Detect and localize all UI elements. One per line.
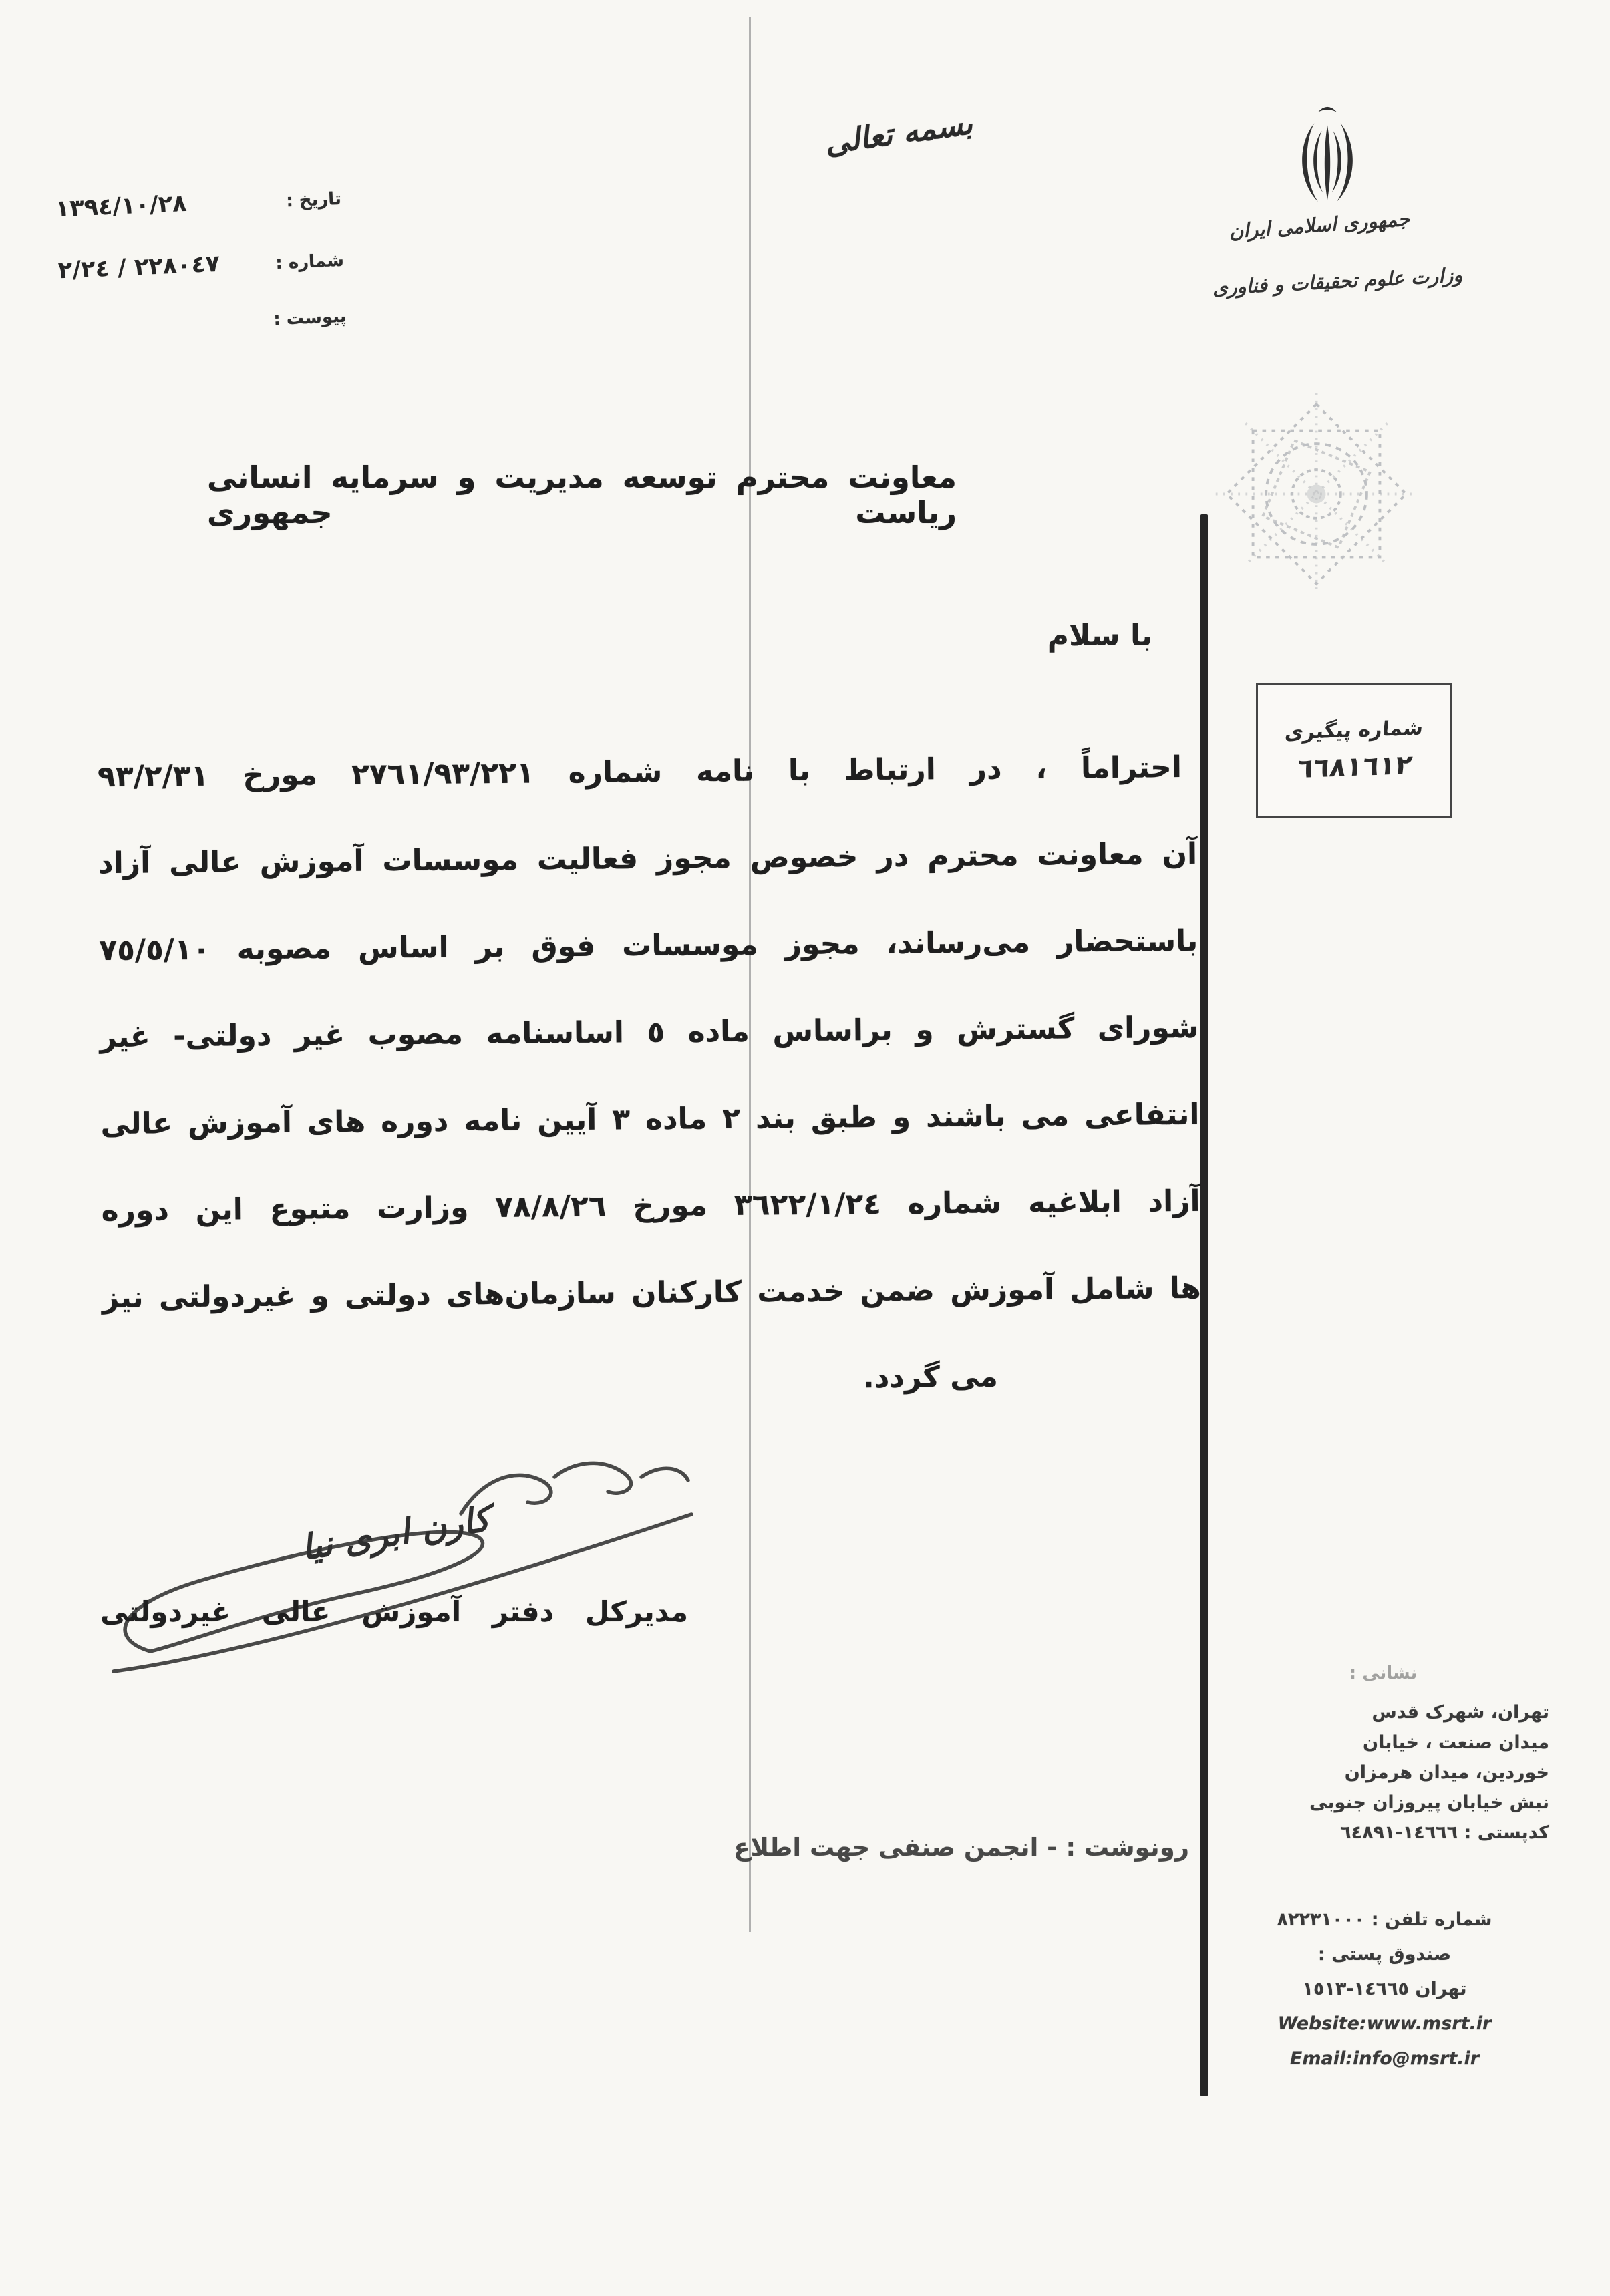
body-line: انتفاعی می باشند و طبق بند ٢ ماده ٣ آیین نامه دوره های آموزش عالی	[100, 1097, 1200, 1142]
body-line: باستحضار می‌رساند، مجوز موسسات فوق بر اساس مصوبه ٧٥/٥/١٠	[99, 923, 1198, 968]
signatory-title: مدیرکل دفتر آموزش عالی غیردولتی	[100, 1595, 688, 1628]
number-label: شماره :	[275, 250, 345, 274]
tracking-number-box	[1256, 683, 1452, 818]
number-value: ٢٢٨٠٤٧ / ٢/٢٤	[57, 250, 220, 285]
body-line: آن معاونت محترم در خصوص مجوز فعالیت موسسات آموزش عالی آزاد	[98, 836, 1198, 881]
letter-body	[97, 727, 1202, 1432]
tracking-label: شماره پیگیری	[1283, 715, 1425, 745]
address-label: نشانی :	[1349, 1663, 1418, 1683]
phone-line: شماره تلفن : ٨٢٢٣١٠٠٠	[1277, 1909, 1492, 1930]
date-value: ١٣٩٤/١٠/٢٨	[55, 190, 188, 223]
po-box-line: تهران ١٤٦٦٥-١٥١٣	[1302, 1979, 1467, 1999]
body-line: شورای گسترش و براساس ماده ٥ اساسنامه مصوب غیر دولتی- غیر	[100, 1010, 1199, 1055]
cc-line: رونوشت : - انجمن صنفی جهت اطلاع	[734, 1833, 1189, 1862]
tracking-number: ٦٦٨١٦١٢	[1294, 749, 1414, 784]
iran-emblem-icon	[1277, 99, 1378, 211]
salutation: با سلام	[1047, 619, 1152, 653]
letter-meta-block	[55, 184, 349, 380]
postal-code-line: کدپستی : ١٤٦٦٦-٦٤٨٩١	[1340, 1822, 1549, 1843]
attachment-label: پیوست :	[273, 306, 347, 330]
address-line: خوردین، میدان هرمزان	[1344, 1762, 1549, 1783]
address-line: میدان صنعت ، خیابان	[1363, 1732, 1549, 1753]
po-box-label: صندوق پستی :	[1317, 1944, 1452, 1965]
address-line: نبش خیابان پیروزان جنوبی	[1309, 1792, 1549, 1813]
body-line: احتراماً ، در ارتباط با نامه شماره ٢٧٦١/٩٣/٢٢١ مورخ ٩٣/٢/٣١	[97, 750, 1182, 794]
contact-block	[1208, 1663, 1559, 2083]
star-rosette-watermark	[1204, 382, 1428, 606]
address-line: تهران، شهرک قدس	[1372, 1702, 1549, 1723]
meta-attachment-row	[60, 307, 349, 381]
scan-black-bar	[1200, 514, 1208, 2096]
addressee-line: معاونت محترم توسعه مدیریت و سرمایه انسانی ریاست جمهوری	[207, 460, 957, 530]
date-label: تاریخ :	[285, 188, 342, 212]
body-line: می گردد.	[862, 1359, 999, 1396]
body-line: ها شامل آموزش ضمن خدمت کارکنان سازمان‌های دولتی و غیردولتی نیز	[102, 1271, 1201, 1315]
website-line: Website:www.msrt.ir	[1277, 2013, 1492, 2034]
email-line: Email:info@msrt.ir	[1289, 2048, 1480, 2069]
ministry-title: وزارت علوم تحقیقات و فناوری	[1211, 263, 1464, 299]
republic-title: جمهوری اسلامی ایران	[1228, 207, 1411, 243]
bismillah-calligraphy: بسمه تعالی	[822, 104, 975, 162]
signature-script-name: کارن ابری نیا	[299, 1499, 493, 1569]
signature-block	[87, 1450, 721, 1680]
body-line: آزاد ابلاغیه شماره ٣٦٢٢/١/٢٤ مورخ ٧٨/٨/٢٦ وزارت متبوع این دوره	[101, 1184, 1200, 1228]
handwritten-signature-icon	[87, 1450, 721, 1680]
